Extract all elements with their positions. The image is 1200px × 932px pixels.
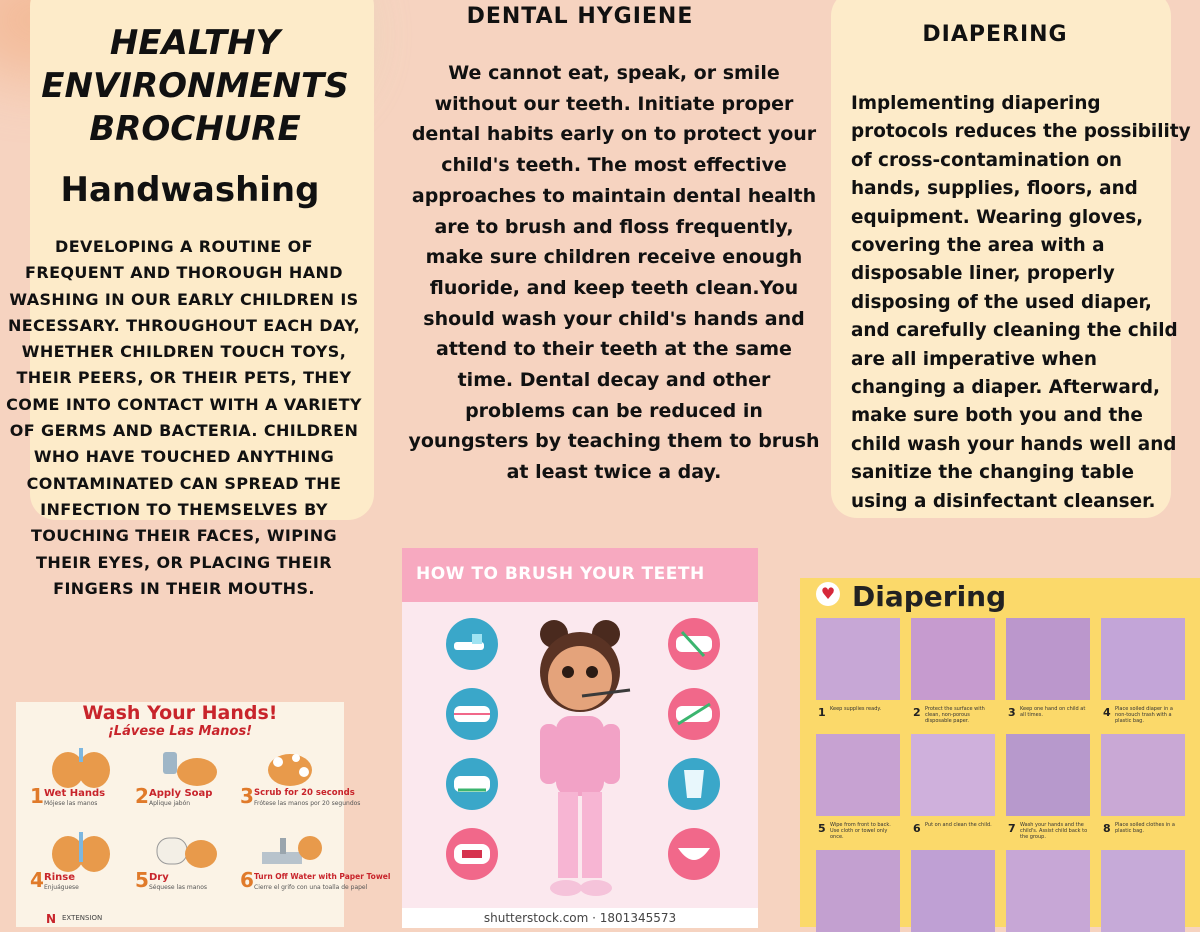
diaper-step-caption: Place soiled clothes in a plastic bag.	[1115, 822, 1175, 834]
rinse-icon	[46, 832, 116, 872]
wash-step-label: Dry	[149, 872, 169, 883]
handwashing-heading: Handwashing	[60, 170, 320, 210]
diaper-step-caption: Keep one hand on child at all times.	[1020, 706, 1086, 718]
diaper-step-image	[1101, 618, 1185, 700]
wash-step-spanish: Mójese las manos	[44, 800, 98, 807]
wash-step-number: 5	[135, 868, 149, 892]
water-glass-icon	[668, 758, 720, 810]
wash-step	[26, 832, 131, 894]
diaper-step-image	[1101, 734, 1185, 816]
wash-poster-title: Wash Your Hands!	[82, 702, 278, 724]
wash-step	[131, 748, 236, 810]
scrub-icon	[256, 748, 326, 788]
teeth-poster-title: HOW TO BRUSH YOUR TEETH	[416, 564, 705, 584]
diaper-step-number: 6	[913, 822, 921, 835]
paper-towel-icon	[151, 832, 221, 872]
teeth-poster-header	[402, 548, 758, 602]
wash-step-number: 1	[30, 784, 44, 808]
wash-hands-poster	[16, 702, 391, 927]
teeth-step-icon	[446, 688, 498, 740]
diaper-step-image	[1006, 850, 1090, 932]
diaper-step-number: 4	[1103, 706, 1111, 719]
diaper-step-number: 7	[1008, 822, 1016, 835]
diaper-step-image	[1006, 734, 1090, 816]
diaper-step-caption: Wash your hands and the child's. Assist child back to the group.	[1020, 822, 1088, 840]
wash-step	[131, 832, 236, 894]
wash-step-number: 6	[240, 868, 254, 892]
diaper-step-caption: Protect the surface with clean, non-porous disposable paper.	[925, 706, 985, 724]
heart-icon: ♥	[816, 582, 840, 606]
wash-step-spanish: Enjuáguese	[44, 884, 79, 891]
handwashing-body: DEVELOPING A ROUTINE OF FREQUENT AND THOROUGH HAND WASHING IN OUR EARLY CHILDREN IS NECESSARY. THROUGHOUT EACH DAY, WHETHER CHILDREN TOUCH TOYS, THEIR PEERS, OR THEIR PETS, THEY COME INTO CONTACT WITH A VARIETY OF GERMS AND BACTERIA. CHILDREN WHO HAVE TOUCHED ANYTHING CONTAMINATED CAN SPREAD THE INFECTION TO THEMSELVES BY TOUCHING THEIR FACES, WIPING THEIR EYES, OR PLACING THEIR FINGERS IN THEIR MOUTHS.	[6, 237, 362, 598]
wash-step-spanish: Cierre el grifo con una toalla de papel	[254, 884, 368, 891]
diapering-heading: DIAPERING	[922, 22, 1068, 47]
diaper-step-image	[816, 850, 900, 932]
wash-step	[236, 832, 391, 894]
diaper-step-image	[911, 618, 995, 700]
teeth-step-icon	[668, 618, 720, 670]
brochure-title-line: HEALTHY	[109, 23, 281, 63]
wash-step	[26, 748, 131, 810]
brochure-title	[20, 22, 370, 151]
diaper-step-image	[816, 618, 900, 700]
brochure-title-line: ENVIRONMENTS	[41, 66, 349, 106]
wash-step-label: Turn Off Water with Paper Towel	[254, 872, 391, 881]
diaper-poster-title: Diapering	[852, 580, 1007, 613]
dental-heading: DENTAL HYGIENE	[466, 4, 694, 29]
diapering-poster	[800, 578, 1200, 927]
soap-icon	[151, 748, 221, 788]
diaper-step-number: 1	[818, 706, 826, 719]
wash-step-label: Scrub for 20 seconds	[254, 788, 355, 798]
teeth-step-icon	[668, 688, 720, 740]
diaper-step-image	[1006, 618, 1090, 700]
dental-body: We cannot eat, speak, or smile without our teeth. Initiate proper dental habits early on to protect your child's teeth. The most effective approaches to maintain dental health are to brush and floss frequently, make sure children receive enough fluoride, and keep teeth clean.You should wash your child's hands and attend to their teeth at the same time. Dental decay and other problems can be reduced in youngsters by teaching them to brush at least twice a day.	[408, 62, 820, 484]
wash-step-label: Wet Hands	[44, 788, 106, 799]
diaper-step-number: 2	[913, 706, 921, 719]
toothpaste-step-icon	[446, 618, 498, 670]
wash-step-spanish: Aplique jabón	[149, 800, 191, 807]
wash-step-number: 3	[240, 784, 254, 808]
smile-icon	[668, 828, 720, 880]
diaper-step-number: 8	[1103, 822, 1111, 835]
wash-step-number: 4	[30, 868, 44, 892]
girl-brushing-illustration	[510, 612, 650, 902]
wash-step-label: Rinse	[44, 872, 75, 883]
wet-hands-icon	[46, 748, 116, 788]
faucet-icon	[256, 832, 326, 872]
diaper-step-number: 5	[818, 822, 826, 835]
diaper-step-caption: Wipe from front to back. Use cloth or towel only once.	[830, 822, 891, 840]
diapering-body: Implementing diapering protocols reduces the possibility of cross-contamination on hands, supplies, floors, and equipment. Wearing gloves, covering the area with a disposable liner, properly disposing of the used diaper, and carefully cleaning the child are all imperative when changing a diaper. Afterward, make sure both you and the child wash your hands well and sanitize the changing table using a disinfectant cleanser.	[851, 93, 1191, 512]
brochure-title-line: BROCHURE	[89, 109, 301, 149]
diaper-step-caption: Place soiled diaper in a non-touch trash with a plastic bag.	[1115, 706, 1173, 724]
diaper-step-image	[816, 734, 900, 816]
wash-step-number: 2	[135, 784, 149, 808]
wash-step	[236, 748, 361, 810]
diaper-step-caption: Keep supplies ready.	[830, 706, 882, 712]
brush-teeth-poster	[402, 548, 758, 927]
diaper-step-image	[911, 734, 995, 816]
teeth-step-icon	[446, 758, 498, 810]
wash-step-spanish: Frótese las manos por 20 segundos	[254, 800, 361, 807]
wash-step-spanish: Séquese las manos	[149, 884, 208, 891]
extension-label: EXTENSION	[62, 914, 103, 922]
wash-poster-subtitle: ¡Lávese Las Manos!	[107, 724, 253, 739]
diaper-step-image	[911, 850, 995, 932]
diaper-step-image	[1101, 850, 1185, 932]
image-credit: shutterstock.com · 1801345573	[402, 908, 758, 928]
diaper-step-caption: Put on and clean the child.	[925, 822, 992, 828]
diaper-step-number: 3	[1008, 706, 1016, 719]
wash-step-label: Apply Soap	[149, 788, 213, 799]
extension-logo: N	[46, 912, 57, 926]
teeth-step-icon	[446, 828, 498, 880]
